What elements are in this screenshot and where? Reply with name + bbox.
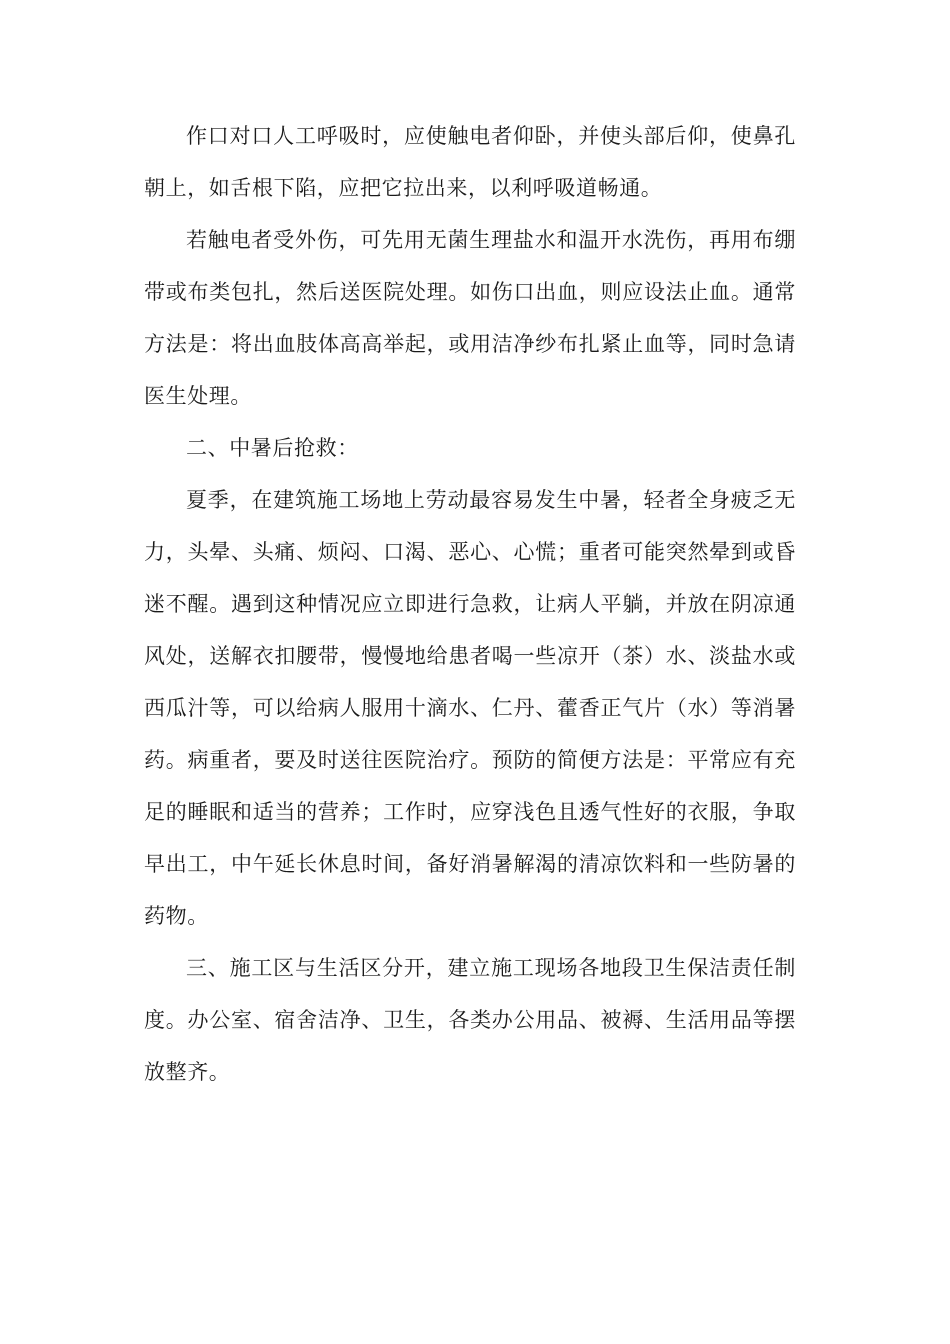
- paragraph-heatstroke: 夏季，在建筑施工场地上劳动最容易发生中暑，轻者全身疲乏无力，头晕、头痛、烦闷、口渴、恶心、心慌；重者可能突然晕到或昏迷不醒。遇到这种情况应立即进行急救，让病人平躺，并放在阴凉通风处，送解衣扣腰带，慢慢地给患者喝一些凉开（茶）水、淡盐水或西瓜汁等，可以给病人服用十滴水、仁丹、藿香正气片（水）等消暑药。病重者，要及时送往医院治疗。预防的简便方法是：平常应有充足的睡眠和适当的营养；工作时，应穿浅色且透气性好的衣服，争取早出工，中午延长休息时间，备好消暑解渴的清凉饮料和一些防暑的药物。: [144, 488, 796, 928]
- paragraph-hygiene: 三、施工区与生活区分开，建立施工现场各地段卫生保洁责任制度。办公室、宿舍洁净、卫生，各类办公用品、被褥、生活用品等摆放整齐。: [144, 956, 796, 1084]
- section-heading-heatstroke: 二、中暑后抢救：: [186, 436, 359, 460]
- document-body: [144, 110, 796, 1098]
- paragraph-artificial-respiration: 作口对口人工呼吸时，应使触电者仰卧，并使头部后仰，使鼻孔朝上，如舌根下陷，应把它拉出来，以利呼吸道畅通。: [144, 124, 796, 200]
- paragraph-external-injury: 若触电者受外伤，可先用无菌生理盐水和温开水洗伤，再用布绷带或布类包扎，然后送医院处理。如伤口出血，则应设法止血。通常方法是：将出血肢体高高举起，或用洁净纱布扎紧止血等，同时急请医生处理。: [144, 228, 796, 408]
